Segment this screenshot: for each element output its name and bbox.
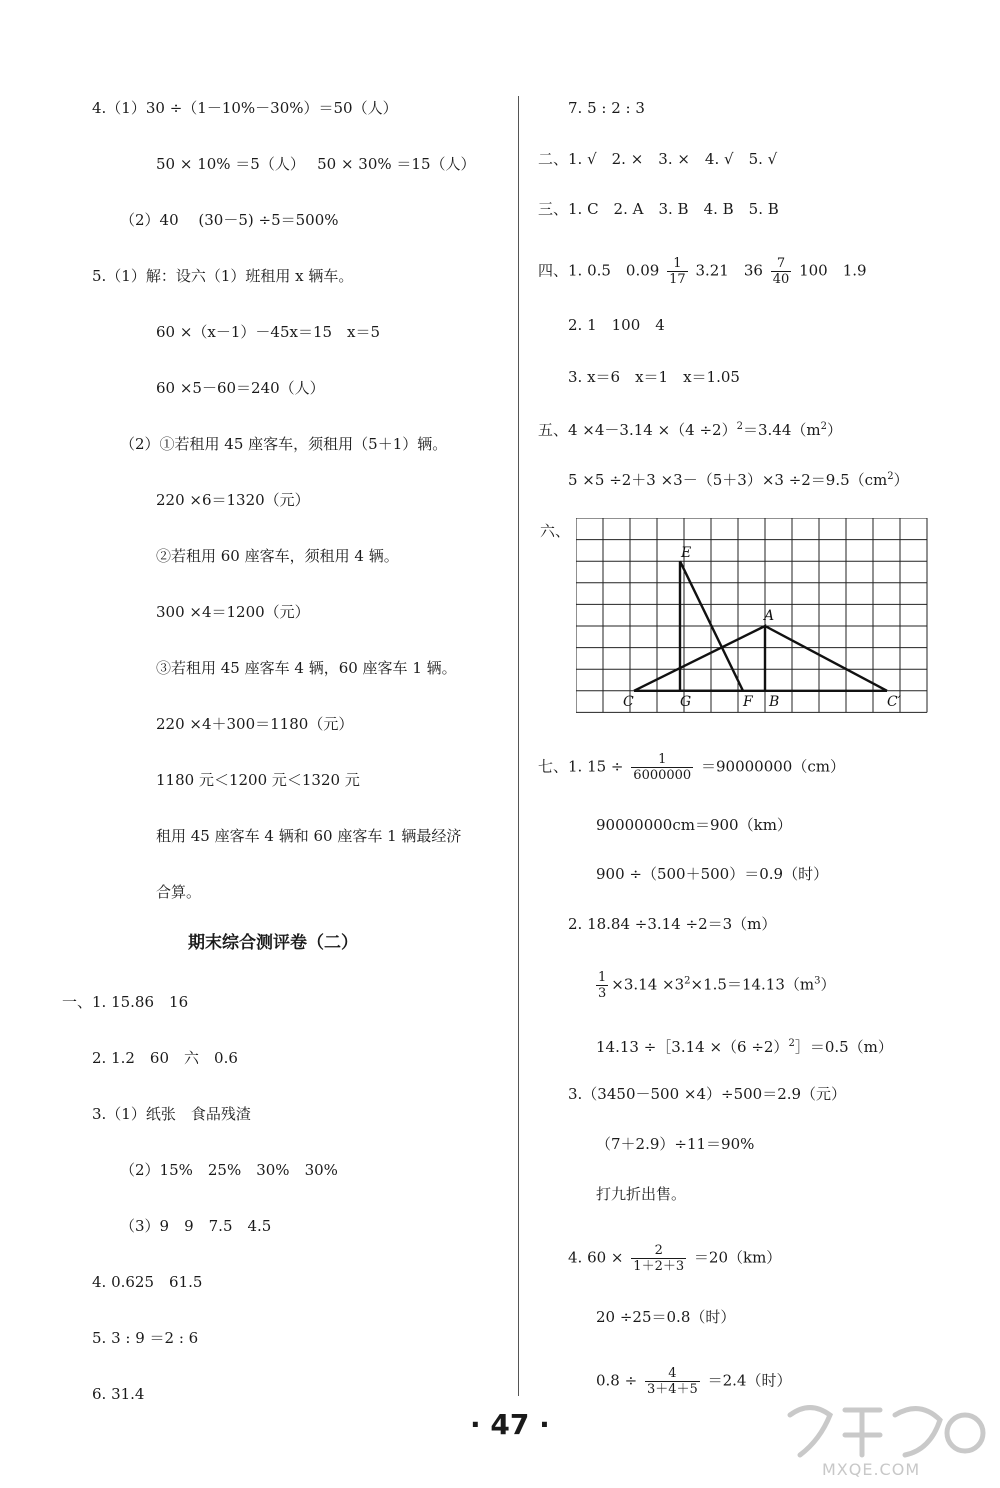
part1-q1: 一、1. 15.86 16 <box>62 993 189 1011</box>
part7-q1-line2: 90000000cm＝900（km） <box>596 816 792 834</box>
label-g: G <box>680 694 692 710</box>
part5-line1-a: 五、4 ×4－3.14 ×（4 ÷2） <box>538 421 737 439</box>
part2-answers: 二、1. √ 2. × 3. × 4. √ 5. √ <box>538 150 778 168</box>
q5-option3-cost: 220 ×4＋300＝1180（元） <box>156 715 354 733</box>
part7-q2-line2-b: ×1.5＝14.13（m <box>690 975 815 994</box>
part7-q4-a: 4. 60 × <box>568 1248 624 1267</box>
part7-q2-line2-unit-exp: 3 <box>814 975 821 987</box>
part4-q1 <box>538 256 867 287</box>
q4-part1-calc: 50 × 10% ＝5（人） 50 × 30% ＝15（人） <box>156 155 476 173</box>
grid-svg <box>576 518 928 714</box>
part5-line1-unit-exp: 2 <box>820 421 827 432</box>
part5-line1-b: ＝3.44（m <box>742 421 821 439</box>
part7-q3: 3.（3450－500 ×4）÷500＝2.9（元） <box>568 1085 847 1103</box>
fraction-1-6000000: $\frac{1}{6000000}$ <box>633 752 692 783</box>
part5-line1-exp: 2 <box>736 421 743 432</box>
part7-q3-line3: 打九折出售。 <box>596 1185 687 1203</box>
part7-q4-line3-a: 0.8 ÷ <box>596 1371 638 1390</box>
label-b: B <box>769 694 780 710</box>
page-number: · 47 · <box>470 1408 550 1441</box>
part7-q4-line2: 20 ÷25＝0.8（时） <box>596 1308 736 1326</box>
part1-q6: 6. 31.4 <box>92 1385 145 1403</box>
q5-part1: 5.（1）解：设六（1）班租用 x 辆车。 <box>92 267 354 285</box>
part1-q4: 4. 0.625 61.5 <box>92 1273 203 1291</box>
part4-q2: 2. 1 100 4 <box>568 316 665 334</box>
part7-q2-line2-c: ） <box>820 975 836 994</box>
label-c-prime: C′ <box>887 694 901 710</box>
part1-q3-3: （3）9 9 7.5 4.5 <box>120 1217 272 1235</box>
label-f: F <box>743 694 753 710</box>
part3-answers: 三、1. C 2. A 3. B 4. B 5. B <box>538 200 779 218</box>
part7-q1-a: 七、1. 15 ÷ <box>538 757 624 776</box>
part7-q2-line2-exp: 2 <box>684 975 691 987</box>
part7-q4-b: ＝20（km） <box>693 1248 782 1267</box>
part1-q7: 7. 5 : 2 : 3 <box>568 99 645 117</box>
part4-q1-c: 100 1.9 <box>799 261 867 280</box>
q5-equation: 60 ×（x－1）－45x＝15 x＝5 <box>156 323 381 341</box>
q5-option2: ②若租用 60 座客车，须租用 4 辆。 <box>156 547 399 565</box>
segment-ac-prime <box>765 626 887 691</box>
triangle-abc-sides <box>634 626 765 691</box>
part7-q2-line3-a: 14.13 ÷［3.14 ×（6 ÷2） <box>596 1038 789 1056</box>
part7-q4-line3-b: ＝2.4（时） <box>707 1371 792 1390</box>
fraction-2-over-sum: $\frac{2}{1+2+3}$ <box>633 1243 685 1274</box>
q5-result: 60 ×5－60＝240（人） <box>156 379 325 397</box>
q5-conclusion-end: 合算。 <box>156 883 202 901</box>
section-title: 期末综合测评卷（二） <box>188 933 358 953</box>
geometry-grid <box>576 518 928 718</box>
q4-part2: （2）40 (30－5) ÷5＝500% <box>120 211 339 229</box>
part7-q1-b: ＝90000000（cm） <box>700 757 845 776</box>
part5-line1 <box>538 416 842 441</box>
part4-q3: 3. x＝6 x＝1 x＝1.05 <box>568 368 740 386</box>
q4-part1: 4.（1）30 ÷（1－10%－30%）＝50（人） <box>92 99 398 117</box>
part7-q2-line3 <box>596 1033 893 1058</box>
part1-q2: 2. 1.2 60 六 0.6 <box>92 1049 238 1067</box>
fraction-7-40: $\frac{7}{40}$ <box>772 256 790 287</box>
part7-q2-line3-exp: 2 <box>788 1038 795 1049</box>
label-a: A <box>764 608 775 624</box>
part1-q3-2: （2）15% 25% 30% 30% <box>120 1161 338 1179</box>
part1-q5: 5. 3 : 9 ＝2 : 6 <box>92 1329 199 1347</box>
part5-line1-c: ） <box>826 421 842 439</box>
part7-q2-line2 <box>596 970 836 1001</box>
label-e: E <box>681 545 692 561</box>
part5-line2-b: ） <box>893 471 909 489</box>
label-c: C <box>623 694 634 710</box>
part5-line2-a: 5 ×5 ÷2＋3 ×3－（5＋3）×3 ÷2＝9.5（cm <box>568 471 888 489</box>
part4-q1-a: 四、1. 0.5 0.09 <box>538 261 660 280</box>
q5-comparison: 1180 元＜1200 元＜1320 元 <box>156 771 360 789</box>
q5-option1-cost: 220 ×6＝1320（元） <box>156 491 310 509</box>
q5-option2-cost: 300 ×4＝1200（元） <box>156 603 310 621</box>
part7-q4-line3 <box>596 1366 791 1397</box>
part7-q3-line2: （7＋2.9）÷11＝90% <box>596 1135 755 1153</box>
part7-q4 <box>568 1243 781 1274</box>
column-divider <box>518 96 519 1396</box>
part1-q3-1: 3.（1）纸张 食品残渣 <box>92 1105 251 1123</box>
part7-q2: 2. 18.84 ÷3.14 ÷2＝3（m） <box>568 915 777 933</box>
part7-q1-line3: 900 ÷（500＋500）＝0.9（时） <box>596 865 829 883</box>
part6-label: 六、 <box>540 522 571 540</box>
watermark-text: MXQE.COM <box>822 1460 921 1479</box>
fraction-4-over-sum: $\frac{4}{3+4+5}$ <box>646 1366 698 1397</box>
fraction-1-17: $\frac{1}{17}$ <box>669 256 686 287</box>
part7-q1 <box>538 752 845 783</box>
q5-conclusion: 租用 45 座客车 4 辆和 60 座客车 1 辆最经济 <box>156 827 462 845</box>
part5-line2 <box>568 466 909 491</box>
fraction-1-3: $\frac{1}{3}$ <box>598 970 607 1001</box>
part7-q2-line2-a: ×3.14 ×3 <box>611 975 685 994</box>
part4-q1-b: 3.21 36 <box>695 261 763 280</box>
q5-part2-option1: （2）①若租用 45 座客车，须租用（5＋1）辆。 <box>120 435 448 453</box>
part5-line2-exp: 2 <box>887 471 894 482</box>
q5-option3: ③若租用 45 座客车 4 辆，60 座客车 1 辆。 <box>156 659 457 677</box>
part7-q2-line3-b: ］＝0.5（m） <box>794 1038 893 1056</box>
